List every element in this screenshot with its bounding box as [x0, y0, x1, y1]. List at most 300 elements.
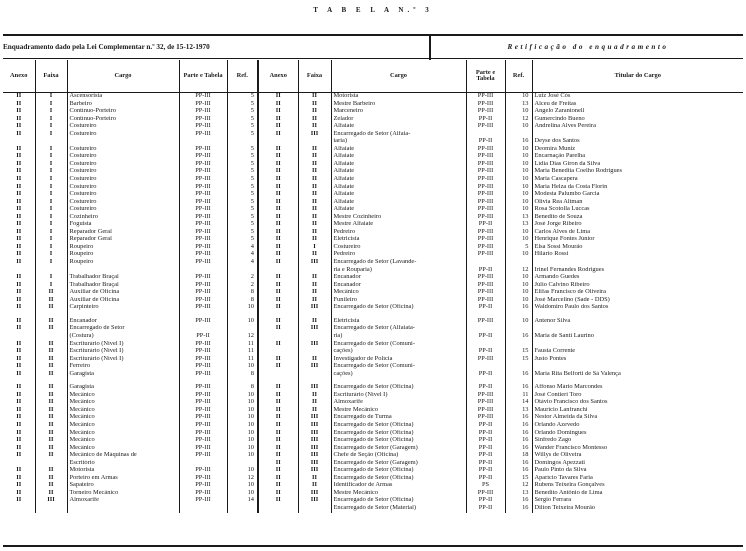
post-cell: Roupeiro — [67, 259, 179, 267]
post-new-cell: Marceneiro — [331, 108, 466, 116]
part-table-new-cell: PP-III — [466, 168, 505, 176]
part-table-cell: PP-III — [179, 191, 227, 199]
holder-cell — [532, 325, 743, 333]
band-new-cell: III — [298, 384, 331, 392]
annex-new-cell: II — [258, 229, 298, 237]
holder-cell: Orlando Azevedo — [532, 422, 743, 430]
annex-new-cell: II — [258, 445, 298, 453]
holder-cell: Sérgio Ferrara — [532, 497, 743, 505]
band-cell: I — [35, 123, 67, 131]
annex-cell — [3, 333, 35, 341]
ref-cell — [227, 267, 258, 275]
part-table-cell: PP-III — [179, 297, 227, 305]
band-new-cell: II — [298, 146, 331, 154]
ref-new-cell: 16 — [505, 304, 532, 312]
ref-new-cell: 10 — [505, 184, 532, 192]
table-row — [3, 325, 743, 333]
band-cell — [35, 460, 67, 468]
band-cell: I — [35, 176, 67, 184]
post-new-cell: Mestre Barbeiro — [331, 101, 466, 109]
annex-new-cell: II — [258, 325, 298, 333]
part-table-new-cell: PP-III — [466, 108, 505, 116]
post-new-cell: Encarregado de Setor (Oficina) — [331, 430, 466, 438]
part-table-cell: PP-III — [179, 363, 227, 371]
table-row — [3, 341, 743, 349]
post-new-cell: ria e Rouparia) — [331, 267, 466, 275]
annex-cell: II — [16, 251, 22, 258]
table-row — [3, 116, 743, 124]
ref-new-cell: 15 — [505, 475, 532, 483]
col-ref-new-header: Ref. — [505, 60, 532, 93]
table-row — [3, 289, 743, 297]
holder-cell: Carlos Alves de Lima — [532, 229, 743, 237]
table-row — [3, 452, 743, 460]
annex-new-cell: II — [258, 392, 298, 400]
band-new-cell: II — [298, 161, 331, 169]
post-cell: Roupeiro — [67, 251, 179, 259]
ref-cell: 10 — [227, 445, 258, 453]
post-cell: Mecânico — [67, 399, 179, 407]
table-row — [3, 184, 743, 192]
part-table-new-cell: PP-III — [466, 191, 505, 199]
post-new-cell: Encarregado de Setor (Garagem) — [331, 445, 466, 453]
band-cell: II — [35, 407, 67, 415]
col-band-new-header: Faixa — [298, 60, 331, 93]
part-table-new-cell: PP-II — [466, 505, 505, 513]
post-new-cell: Investigador de Polícia — [331, 356, 466, 364]
annex-new-cell: II — [258, 304, 298, 312]
band-new-cell: II — [298, 191, 331, 199]
part-table-cell: PP-III — [179, 168, 227, 176]
part-table-new-cell: PP-II — [466, 445, 505, 453]
post-new-cell: Almoxarife — [331, 399, 466, 407]
ref-new-cell: 10 — [505, 318, 532, 326]
band-new-cell: III — [298, 341, 331, 349]
annex-new-cell: II — [258, 259, 298, 267]
part-table-new-cell: PP-III — [466, 251, 505, 259]
table-row — [3, 282, 743, 290]
part-table-cell: PP-III — [179, 236, 227, 244]
holder-cell: Rubens Teixeira Gonçalves — [532, 482, 743, 490]
part-table-cell: PP-III — [179, 214, 227, 222]
part-table-cell: PP-III — [179, 161, 227, 169]
post-cell: Torneiro Mecânico — [67, 490, 179, 498]
holder-cell: Rosa Scotolla Luccas — [532, 206, 743, 214]
band-new-cell: II — [298, 199, 331, 207]
annex-cell: II — [16, 281, 22, 288]
band-new-cell: III — [298, 497, 331, 505]
ref-new-cell: 10 — [505, 168, 532, 176]
band-cell: I — [35, 251, 67, 259]
band-cell: II — [35, 392, 67, 400]
annex-new-cell — [258, 371, 298, 379]
table-row — [3, 297, 743, 305]
band-cell: II — [35, 490, 67, 498]
col-post-header: Cargo — [67, 60, 179, 93]
ref-new-cell: 13 — [505, 101, 532, 109]
annex-cell: II — [16, 452, 22, 459]
part-table-cell: PP-III — [179, 116, 227, 124]
table-row — [3, 356, 743, 364]
ref-cell: 5 — [227, 131, 258, 139]
part-table-new-cell: PP-II — [466, 371, 505, 379]
ref-cell: 4 — [227, 251, 258, 259]
post-new-cell: Alfaiate — [331, 153, 466, 161]
post-cell: Costureiro — [67, 161, 179, 169]
band-new-cell: II — [298, 229, 331, 237]
post-new-cell: Mestre Cozinheiro — [331, 214, 466, 222]
ref-new-cell: 10 — [505, 146, 532, 154]
band-new-cell: II — [298, 108, 331, 116]
part-table-cell: PP-III — [179, 101, 227, 109]
band-new-cell: II — [298, 221, 331, 229]
ref-cell: 10 — [227, 467, 258, 475]
part-table-cell: PP-III — [179, 229, 227, 237]
ref-new-cell: 10 — [505, 236, 532, 244]
post-cell: Porteiro em Armas — [67, 475, 179, 483]
part-table-new-cell: PP-II — [466, 138, 505, 146]
part-table-cell — [179, 138, 227, 146]
annex-new-cell: II — [258, 274, 298, 282]
band-cell: II — [35, 348, 67, 356]
band-cell: II — [35, 384, 67, 392]
annex-new-cell: II — [258, 341, 298, 349]
band-new-cell: III — [298, 363, 331, 371]
part-table-new-cell: PP-III — [466, 392, 505, 400]
band-cell: II — [35, 356, 67, 364]
part-table-cell: PP-III — [179, 259, 227, 267]
holder-cell: Modesta Palumbo Garcia — [532, 191, 743, 199]
annex-cell: II — [16, 363, 22, 370]
annex-cell: II — [16, 391, 22, 398]
annex-new-cell: II — [258, 214, 298, 222]
annex-cell: II — [16, 130, 22, 137]
holder-cell: Alceu de Freitas — [532, 101, 743, 109]
table-row — [3, 161, 743, 169]
post-cell: Costureiro — [67, 206, 179, 214]
part-table-new-cell: PP-II — [466, 422, 505, 430]
band-cell: I — [35, 191, 67, 199]
part-table-cell: PP-III — [179, 467, 227, 475]
part-table-cell: PP-III — [179, 430, 227, 438]
band-cell: II — [35, 304, 67, 312]
ref-cell: 5 — [227, 108, 258, 116]
band-new-cell: III — [298, 304, 331, 312]
post-new-cell: Encanador — [331, 282, 466, 290]
ref-cell: 10 — [227, 407, 258, 415]
band-cell: I — [35, 221, 67, 229]
ref-cell: 8 — [227, 289, 258, 297]
annex-cell: II — [16, 340, 22, 347]
band-cell: II — [35, 371, 67, 379]
ref-cell: 4 — [227, 244, 258, 252]
col-ref-header: Ref. — [227, 60, 258, 93]
col-holder-header: Titular do Cargo — [532, 60, 743, 93]
post-new-cell: Eletricista — [331, 236, 466, 244]
part-table-new-cell: PP-III — [466, 153, 505, 161]
annex-cell: II — [16, 444, 22, 451]
ref-new-cell — [505, 325, 532, 333]
holder-cell: Domingos Apezzati — [532, 460, 743, 468]
holder-cell: José Marcelino (Sade - DDS) — [532, 297, 743, 305]
post-cell: Mecânico — [67, 445, 179, 453]
part-table-new-cell: PP-III — [466, 399, 505, 407]
part-table-new-cell: PP-III — [466, 93, 505, 101]
ref-cell: 10 — [227, 363, 258, 371]
col-annex-header: Anexo — [3, 60, 35, 93]
band-cell: II — [35, 325, 67, 333]
annex-new-cell: II — [258, 244, 298, 252]
post-cell: Encarregado de Setor — [67, 325, 179, 333]
part-table-new-cell: PP-II — [466, 475, 505, 483]
ref-new-cell: 5 — [505, 244, 532, 252]
band-cell: II — [35, 289, 67, 297]
annex-new-cell: II — [258, 497, 298, 505]
annex-new-cell: II — [258, 482, 298, 490]
annex-new-cell: II — [258, 460, 298, 468]
annex-new-cell: II — [258, 430, 298, 438]
annex-new-cell: II — [258, 407, 298, 415]
table-row — [3, 244, 743, 252]
post-new-cell: Identificador de Armas — [331, 482, 466, 490]
part-table-cell: PP-III — [179, 384, 227, 392]
part-table-cell: PP-III — [179, 93, 227, 101]
ref-new-cell — [505, 131, 532, 139]
post-cell: Ferreiro — [67, 363, 179, 371]
annex-cell — [3, 267, 35, 275]
holder-cell: José Jorge Ribeiro — [532, 221, 743, 229]
part-table-cell — [179, 325, 227, 333]
band-new-cell: II — [298, 392, 331, 400]
table-row — [3, 482, 743, 490]
part-table-new-cell: PP-II — [466, 267, 505, 275]
table-row — [3, 274, 743, 282]
band-new-cell: II — [298, 236, 331, 244]
table-row — [3, 304, 743, 312]
heading-bottom-rule — [3, 58, 743, 59]
post-cell: Foguista — [67, 221, 179, 229]
annex-new-cell: II — [258, 356, 298, 364]
post-new-cell: Encarregado de Setor (Comuni- — [331, 341, 466, 349]
annex-cell: II — [16, 221, 22, 228]
band-new-cell: III — [298, 452, 331, 460]
holder-cell — [532, 131, 743, 139]
band-cell: I — [35, 282, 67, 290]
band-new-cell: II — [298, 153, 331, 161]
part-table-new-cell: PP-II — [466, 116, 505, 124]
post-new-cell: Funileiro — [331, 297, 466, 305]
band-new-cell: III — [298, 422, 331, 430]
post-cell: Roupeiro — [67, 244, 179, 252]
part-table-cell: PP-II — [179, 333, 227, 341]
ref-cell: 5 — [227, 229, 258, 237]
annex-cell: II — [16, 348, 22, 355]
ref-cell: 2 — [227, 282, 258, 290]
band-cell: I — [35, 168, 67, 176]
post-cell: Escritório — [67, 460, 179, 468]
table-row — [3, 363, 743, 371]
annex-new-cell: II — [258, 146, 298, 154]
band-new-cell: II — [298, 251, 331, 259]
post-cell: Mecânico — [67, 392, 179, 400]
table-row — [3, 437, 743, 445]
part-table-cell: PP-III — [179, 414, 227, 422]
post-new-cell: Motorista — [331, 93, 466, 101]
annex-new-cell: II — [258, 168, 298, 176]
ref-new-cell: 16 — [505, 460, 532, 468]
annex-new-cell: II — [258, 191, 298, 199]
band-new-cell: II — [298, 184, 331, 192]
post-cell: Motorista — [67, 467, 179, 475]
ref-cell: 2 — [227, 274, 258, 282]
part-table-cell: PP-III — [179, 422, 227, 430]
ref-new-cell: 10 — [505, 297, 532, 305]
ref-cell: 10 — [227, 304, 258, 312]
part-table-new-cell: PP-III — [466, 199, 505, 207]
band-new-cell — [298, 333, 331, 341]
table-row — [3, 101, 743, 109]
band-cell: I — [35, 236, 67, 244]
table-row — [3, 392, 743, 400]
post-cell: Reparador Geral — [67, 236, 179, 244]
ref-new-cell: 13 — [505, 407, 532, 415]
framing-table — [3, 60, 743, 513]
band-cell: II — [35, 467, 67, 475]
ref-cell: 5 — [227, 214, 258, 222]
annex-cell: II — [16, 176, 22, 183]
holder-cell: Benedito de Souza — [532, 214, 743, 222]
ref-new-cell: 10 — [505, 108, 532, 116]
ref-cell: 10 — [227, 318, 258, 326]
band-cell: I — [35, 229, 67, 237]
col-post-new-header: Cargo — [331, 60, 466, 93]
part-table-new-cell: PP-II — [466, 430, 505, 438]
post-new-cell: Escriturário (Nível I) — [331, 392, 466, 400]
part-table-cell: PP-III — [179, 184, 227, 192]
annex-cell: II — [16, 168, 22, 175]
table-header-row — [3, 60, 743, 93]
ref-cell: 11 — [227, 348, 258, 356]
part-table-new-cell: PP-III — [466, 244, 505, 252]
annex-cell — [3, 505, 35, 513]
annex-cell: II — [16, 274, 22, 281]
part-table-new-cell: PP-III — [466, 161, 505, 169]
post-cell: Escriturário (Nível I) — [67, 348, 179, 356]
part-table-new-cell — [466, 325, 505, 333]
part-table-new-cell: PP-III — [466, 101, 505, 109]
band-cell: II — [35, 414, 67, 422]
holder-cell: Maria Helza da Costa Florin — [532, 184, 743, 192]
band-new-cell — [298, 138, 331, 146]
annex-cell: II — [16, 123, 22, 130]
part-table-new-cell: PP-III — [466, 356, 505, 364]
holder-cell: Hilário Rossi — [532, 251, 743, 259]
ref-cell: 5 — [227, 184, 258, 192]
part-table-cell: PP-III — [179, 244, 227, 252]
band-cell: I — [35, 274, 67, 282]
band-cell: II — [35, 399, 67, 407]
part-table-cell: PP-III — [179, 108, 227, 116]
band-new-cell: II — [298, 101, 331, 109]
ref-cell: 10 — [227, 430, 258, 438]
ref-new-cell: 13 — [505, 490, 532, 498]
post-new-cell: Mestre Mecânico — [331, 490, 466, 498]
holder-cell: Encarnação Parelha — [532, 153, 743, 161]
post-cell: Encanador — [67, 318, 179, 326]
post-new-cell: Encarregado de Setor (Lavande- — [331, 259, 466, 267]
post-new-cell: Encarregado de Setor (Material) — [331, 505, 466, 513]
holder-cell: Antenor Silva — [532, 318, 743, 326]
ref-cell: 8 — [227, 384, 258, 392]
annex-cell: II — [16, 115, 22, 122]
holder-cell — [532, 363, 743, 371]
holder-cell: Maria Rita Belforti de Sá Valença — [532, 371, 743, 379]
band-cell — [35, 138, 67, 146]
post-cell: Costureiro — [67, 131, 179, 139]
post-cell: Almoxarife — [67, 497, 179, 505]
ref-cell: 12 — [227, 475, 258, 483]
post-new-cell: Alfaiate — [331, 176, 466, 184]
annex-new-cell: II — [258, 384, 298, 392]
band-cell: I — [35, 244, 67, 252]
band-cell: II — [35, 430, 67, 438]
annex-cell: II — [16, 108, 22, 115]
band-new-cell: II — [298, 407, 331, 415]
post-cell: Ascensorista — [67, 93, 179, 101]
post-cell: Auxiliar de Oficina — [67, 289, 179, 297]
post-cell: Garagista — [67, 371, 179, 379]
post-new-cell: Pedreiro — [331, 229, 466, 237]
band-new-cell: II — [298, 214, 331, 222]
post-new-cell: ria) — [331, 333, 466, 341]
annex-cell: II — [16, 296, 22, 303]
ref-new-cell: 10 — [505, 161, 532, 169]
part-table-new-cell: PP-II — [466, 348, 505, 356]
post-new-cell: Encarregado de Setor (Comuni- — [331, 363, 466, 371]
ref-new-cell — [505, 259, 532, 267]
post-new-cell: Encarregado de Setor (Oficina) — [331, 422, 466, 430]
post-new-cell: Encarregado de Setor (Oficina) — [331, 467, 466, 475]
holder-cell: Affonso Mário Marcondes — [532, 384, 743, 392]
part-table-new-cell: PP-II — [466, 333, 505, 341]
part-table-cell: PP-III — [179, 199, 227, 207]
ref-cell — [227, 460, 258, 468]
ref-cell: 10 — [227, 437, 258, 445]
table-row — [3, 348, 743, 356]
annex-new-cell: II — [258, 289, 298, 297]
ref-cell: 10 — [227, 452, 258, 460]
post-new-cell: Zelador — [331, 116, 466, 124]
table-row — [3, 221, 743, 229]
post-cell: Costureiro — [67, 176, 179, 184]
band-cell: III — [35, 497, 67, 505]
annex-cell: II — [16, 289, 22, 296]
part-table-new-cell: PP-II — [466, 221, 505, 229]
band-new-cell: III — [298, 445, 331, 453]
table-row — [3, 407, 743, 415]
part-table-cell — [179, 267, 227, 275]
band-cell: II — [35, 437, 67, 445]
part-table-new-cell: PP-III — [466, 146, 505, 154]
post-new-cell: Alfaiate — [331, 199, 466, 207]
annex-new-cell: II — [258, 236, 298, 244]
annex-new-cell: II — [258, 399, 298, 407]
post-cell: Contínuo-Porteiro — [67, 108, 179, 116]
col-part-table-header: Parte e Tabela — [179, 60, 227, 93]
part-table-cell: PP-III — [179, 274, 227, 282]
table-row — [3, 123, 743, 131]
part-table-new-cell: PP-III — [466, 282, 505, 290]
